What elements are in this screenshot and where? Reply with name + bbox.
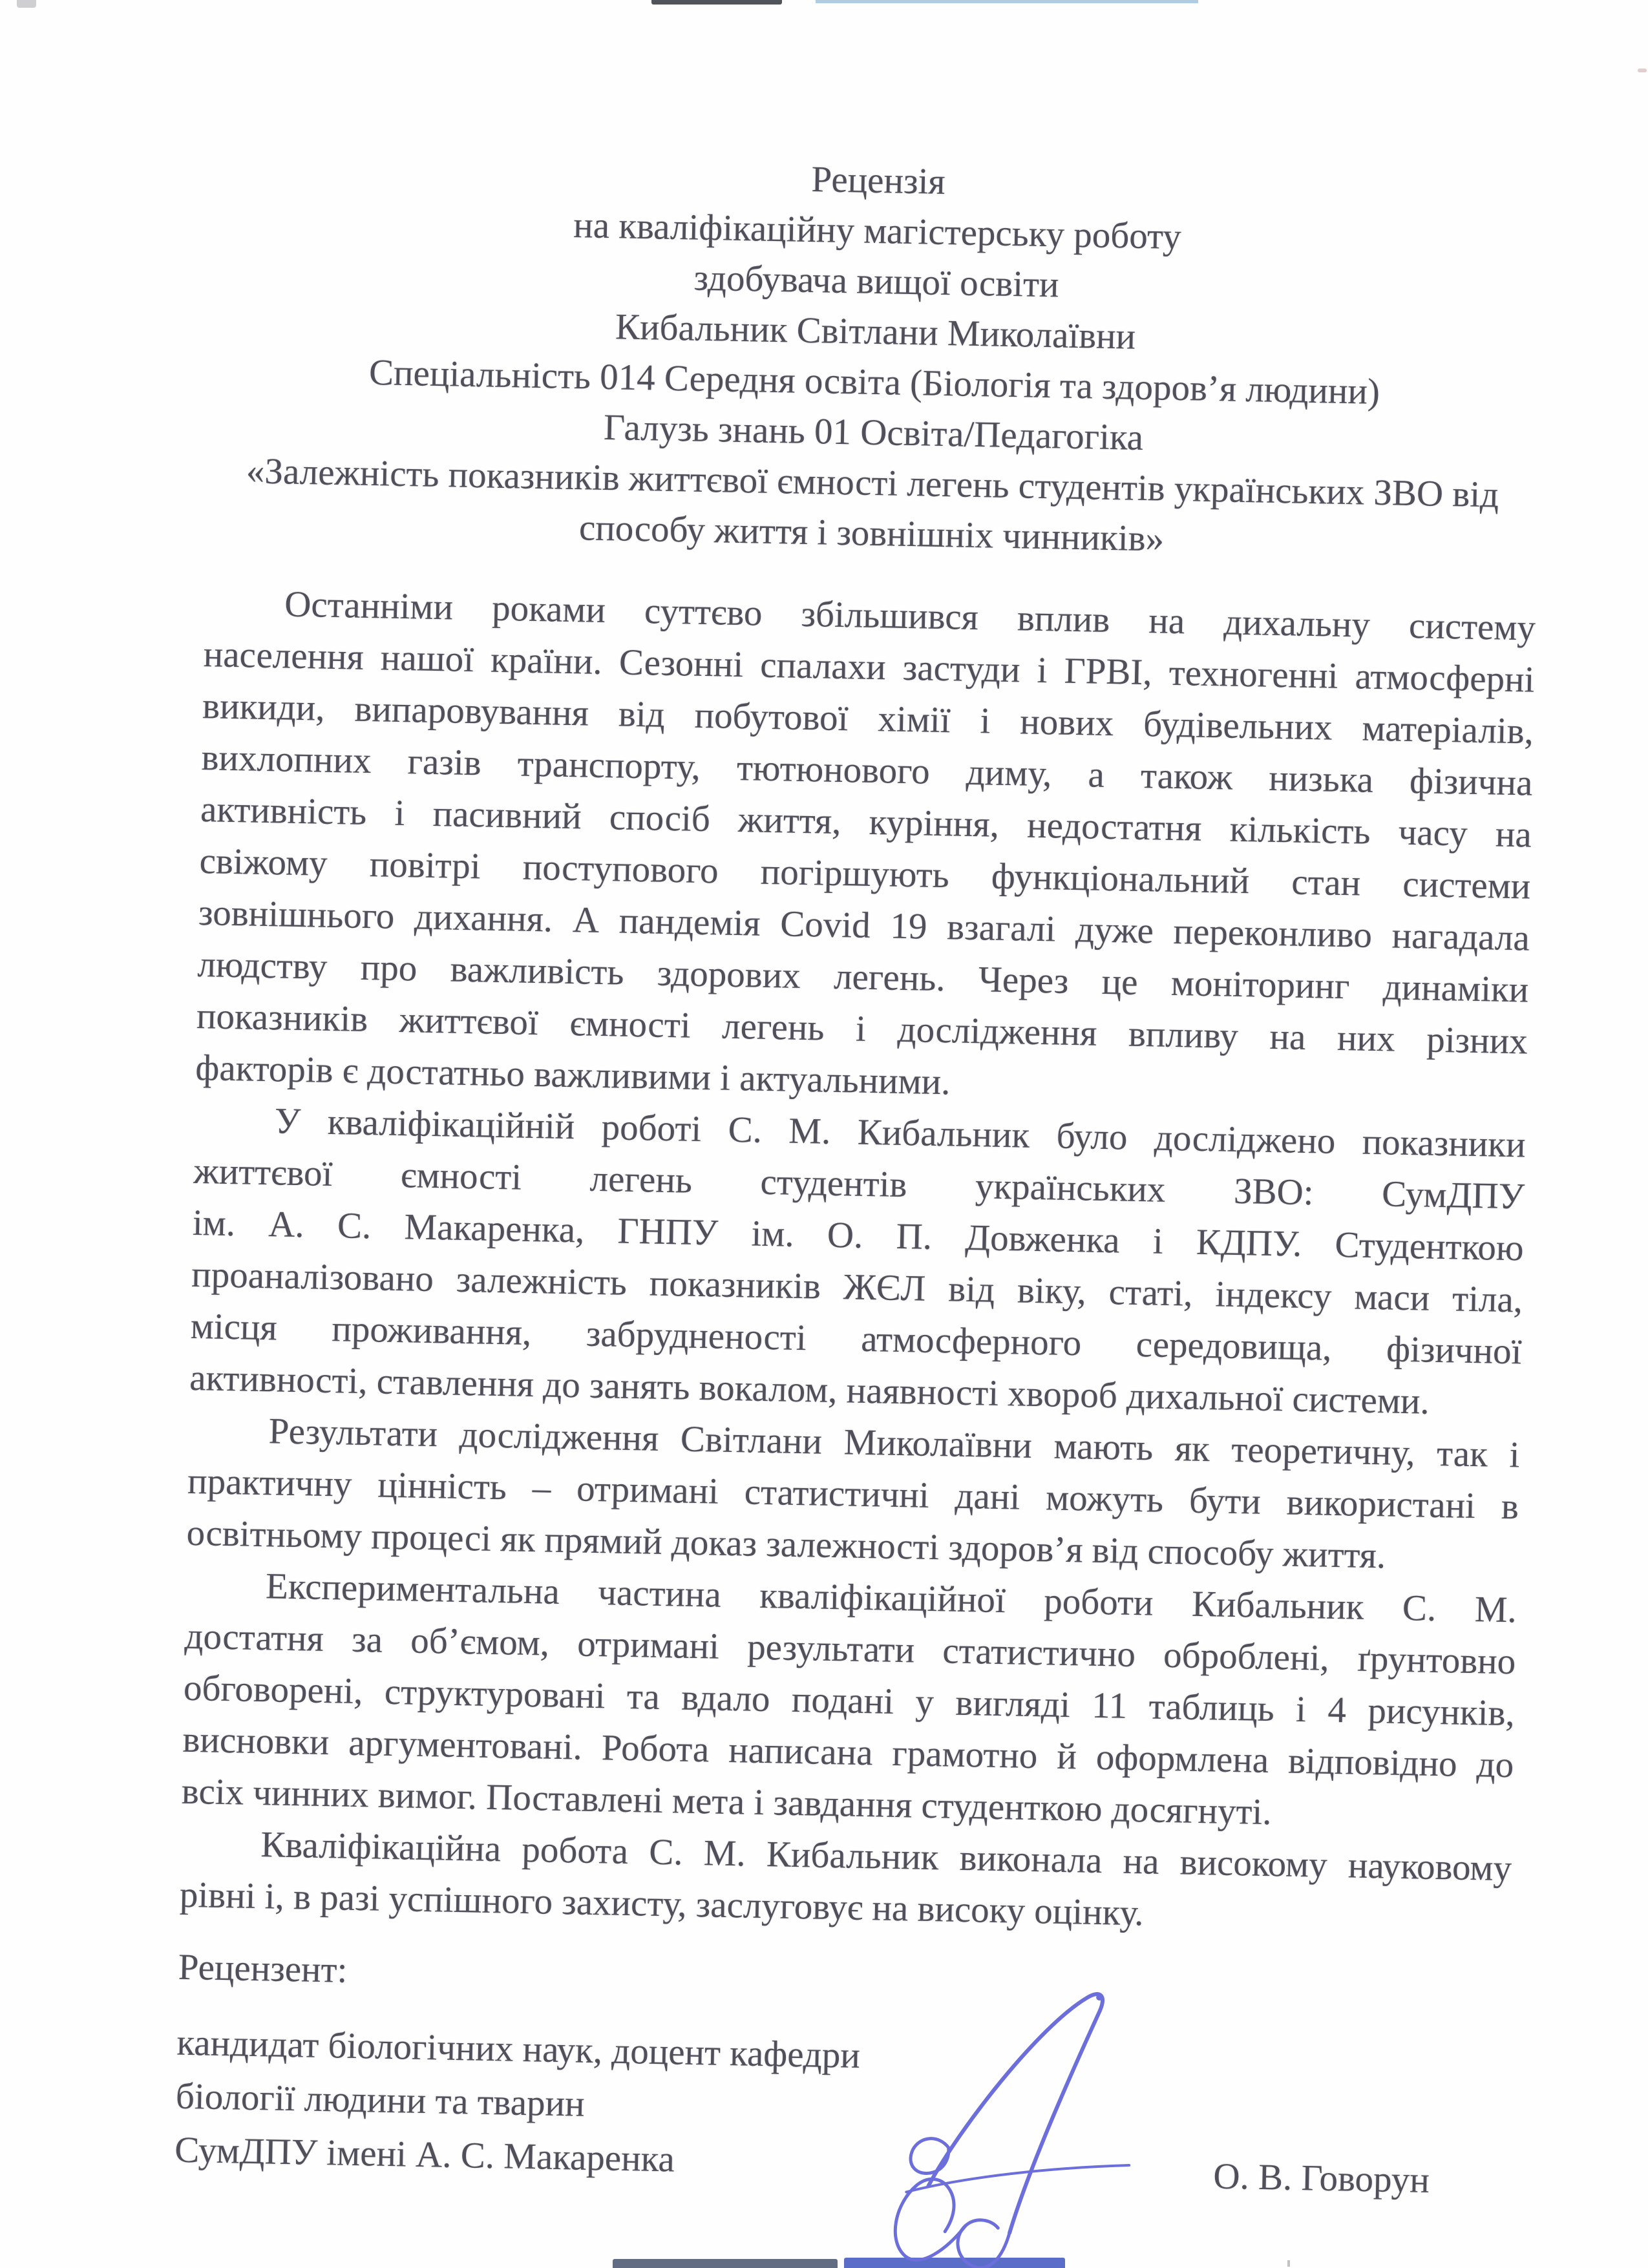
paragraph-line: вихлопних газів транспорту, тютюнового диму, а також низька фізична	[201, 737, 1533, 804]
scan-artifact-right-speck	[1638, 68, 1647, 72]
document-content	[174, 143, 1545, 2202]
paragraph-line: достатня за об’ємом, отримані результати статистично оброблені, ґрунтовно	[184, 1615, 1516, 1683]
paragraph-line: Останніми роками суттєво збільшився вплив на дихальну систему	[284, 583, 1536, 649]
reviewer-credential-line: СумДПУ імені А. С. Макаренка	[174, 2129, 675, 2180]
title-line: способу життя і зовнішніх чинників»	[578, 507, 1165, 560]
paragraph-line: висновки аргументовані. Робота написана грамотно й оформлена відповідно до	[182, 1719, 1514, 1786]
scan-artifact-top-blue-bar	[816, 0, 1198, 3]
paragraph-line: рівні і, в разі успішного захисту, заслуговує на високу оцінку.	[179, 1874, 1145, 1934]
paragraph	[186, 1404, 1520, 1585]
scan-artifact-top-dark-bar	[651, 0, 782, 5]
paragraph-line: населення нашої країни. Сезонні спалахи застуди і ГРВІ, техногенні атмосферні	[203, 634, 1536, 700]
paragraph-line: обговорені, структуровані та вдало подані у вигляді 11 таблиць і 4 рисунків,	[183, 1667, 1516, 1734]
paragraph-line: Результати дослідження Світлани Миколаївни мають як теоретичну, так і	[268, 1411, 1521, 1476]
reviewer-label: Рецензент:	[178, 1946, 348, 1991]
paragraph-line: проаналізовано залежність показників ЖЄЛ від віку, статі, індексу маси тіла,	[191, 1254, 1523, 1321]
paragraph-line: Експериментальна частина кваліфікаційної роботи Кибальник С. М.	[265, 1566, 1517, 1631]
paragraph-line: зовнішнього дихання. А пандемія Covid 19 взагалі дуже переконливо нагадала	[198, 892, 1530, 959]
title-line: на кваліфікаційну магістерську роботу	[573, 204, 1182, 258]
scan-artifact-bottom-slate-bar	[613, 2259, 838, 2268]
title-line: Галузь знань 01 Освіта/Педагогіка	[603, 406, 1144, 458]
title-line: Спеціальність 014 Середня освіта (Біологія та здоров’я людини)	[368, 352, 1380, 412]
paragraph	[181, 1559, 1517, 1843]
paragraph	[189, 1094, 1527, 1429]
paragraph-line: У кваліфікаційній роботі С. М. Кибальник було досліджено показники	[274, 1100, 1527, 1166]
paragraph-line: освітньому процесі як прямий доказ залежності здоров’я від способу життя.	[186, 1512, 1386, 1577]
reviewer-block	[174, 1940, 1510, 2202]
paragraph-line: факторів є достатньо важливими і актуальними.	[195, 1047, 951, 1103]
paragraph-line: людству про важливість здорових легень. Через це моніторинг динаміки	[196, 944, 1529, 1011]
paragraph-line: місця проживання, забрудненості атмосферного середовища, фізичної	[190, 1305, 1523, 1372]
paragraph-line: активності, ставлення до занять вокалом, наявності хвороб дихальної системи.	[189, 1357, 1430, 1422]
paragraph-line: показників життєвої ємності легень і дослідження впливу на них різних	[196, 995, 1528, 1062]
document-body	[179, 577, 1536, 1946]
paragraph-line: всіх чинних вимог. Поставлені мета і завдання студенткою досягнуті.	[181, 1770, 1273, 1833]
reviewer-credential-line: біології людини та тварин	[175, 2075, 586, 2125]
paragraph	[195, 577, 1536, 1119]
document-title	[206, 143, 1545, 571]
scan-artifact-corner-speck	[17, 0, 36, 8]
title-line: Кибальник Світлани Миколаївни	[615, 306, 1136, 357]
reviewer-name: О. В. Говорун	[1212, 2156, 1430, 2201]
reviewer-credential-line: кандидат біологічних наук, доцент кафедри	[176, 2022, 861, 2076]
title-line: «Залежність показників життєвої ємності легень студентів українських ЗВО від	[246, 450, 1499, 516]
title-line: Рецензія	[810, 159, 946, 202]
title-line: здобувача вищої освіти	[693, 257, 1060, 306]
paragraph-line: викиди, випаровування від побутової хімії і нових будівельних матеріалів,	[202, 686, 1534, 752]
scan-artifact-bottom-speck	[1287, 2260, 1290, 2267]
paragraph-line: ім. А. С. Макаренка, ГНПУ ім. О. П. Довженка і КДПУ. Студенткою	[192, 1202, 1525, 1269]
paragraph-line: Кваліфікаційна робота С. М. Кибальник виконала на високому науковому	[260, 1824, 1512, 1889]
paragraph-line: життєвої ємності легень студентів українських ЗВО: СумДПУ	[193, 1150, 1525, 1217]
paragraph-line: практичну цінність – отримані статистичні дані можуть бути використані в	[187, 1460, 1519, 1528]
paragraph-line: свіжому повітрі поступового погіршують функціональний стан системи	[199, 841, 1531, 907]
handwritten-signature	[867, 1977, 1209, 2268]
paragraph-line: активність і пасивний спосіб життя, куріння, недостатня кількість часу на	[200, 789, 1532, 856]
